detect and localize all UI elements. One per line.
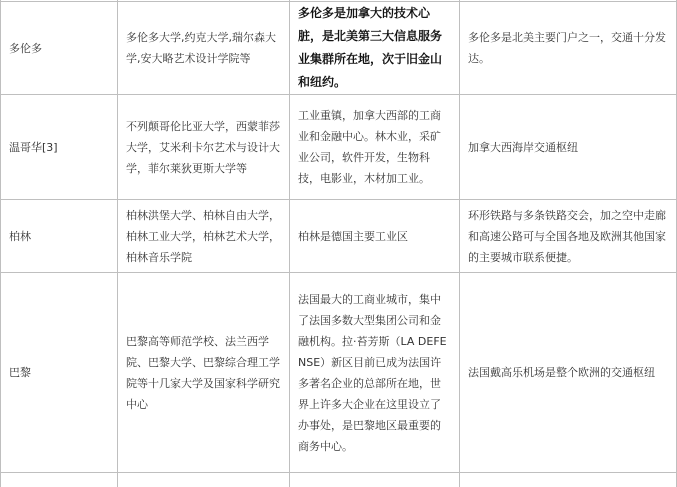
economy-cell: 法国最大的工商业城市，集中了法国多数大型集团公司和金融机构。拉·苔芳斯（LA DEFENSE）新区目前已成为法国许多著名企业的总部所在地，世界上许多大企业在这里设立了办事处，是巴黎地区最重要的商务中心。: [290, 273, 460, 473]
economy-cell: 工业重镇，加拿大西部的工商业和金融中心。林木业，采矿业公司，软件开发，生物科技，电影业，木材加工业。: [290, 95, 460, 200]
transport-cell: 法国戴高乐机场是整个欧洲的交通枢纽: [460, 273, 677, 473]
universities-cell: 不列颠哥伦比亚大学，西蒙菲莎大学，艾米利卡尔艺术与设计大学，菲尔莱狄更斯大学等: [118, 95, 290, 200]
city-cell: 多伦多: [1, 2, 118, 95]
economy-cell: 柏林是德国主要工业区: [290, 200, 460, 273]
table-row: [1, 273, 677, 473]
city-cell: 温哥华[3]: [1, 95, 118, 200]
universities-cell: 巴黎高等师范学校、法兰西学院、巴黎大学、巴黎综合理工学院等十几家大学及国家科学研究中心: [118, 273, 290, 473]
transport-cell: 环形铁路与多条铁路交会，加之空中走廊和高速公路可与全国各地及欧洲其他国家的主要城市联系便捷。: [460, 200, 677, 273]
clipped-cell: [118, 473, 290, 487]
economy-cell: 多伦多是加拿大的技术心脏，是北美第三大信息服务业集群所在地，次于旧金山和纽约。: [290, 2, 460, 95]
clipped-cell: [1, 473, 118, 487]
table-row: [1, 200, 677, 273]
clipped-cell: [460, 473, 677, 487]
universities-cell: 柏林洪堡大学、柏林自由大学，柏林工业大学，柏林艺术大学，柏林音乐学院: [118, 200, 290, 273]
clipped-cell: [290, 473, 460, 487]
transport-cell: 多伦多是北美主要门户之一，交通十分发达。: [460, 2, 677, 95]
city-cell: 柏林: [1, 200, 118, 273]
city-cell: 巴黎: [1, 273, 118, 473]
transport-cell: 加拿大西海岸交通枢纽: [460, 95, 677, 200]
table-row: [1, 2, 677, 95]
clipped-bottom-row: [1, 473, 677, 487]
table-row: [1, 95, 677, 200]
clipped-text: [290, 0, 422, 1]
universities-cell: 多伦多大学,约克大学,瑞尔森大学,安大略艺术设计学院等: [118, 2, 290, 95]
